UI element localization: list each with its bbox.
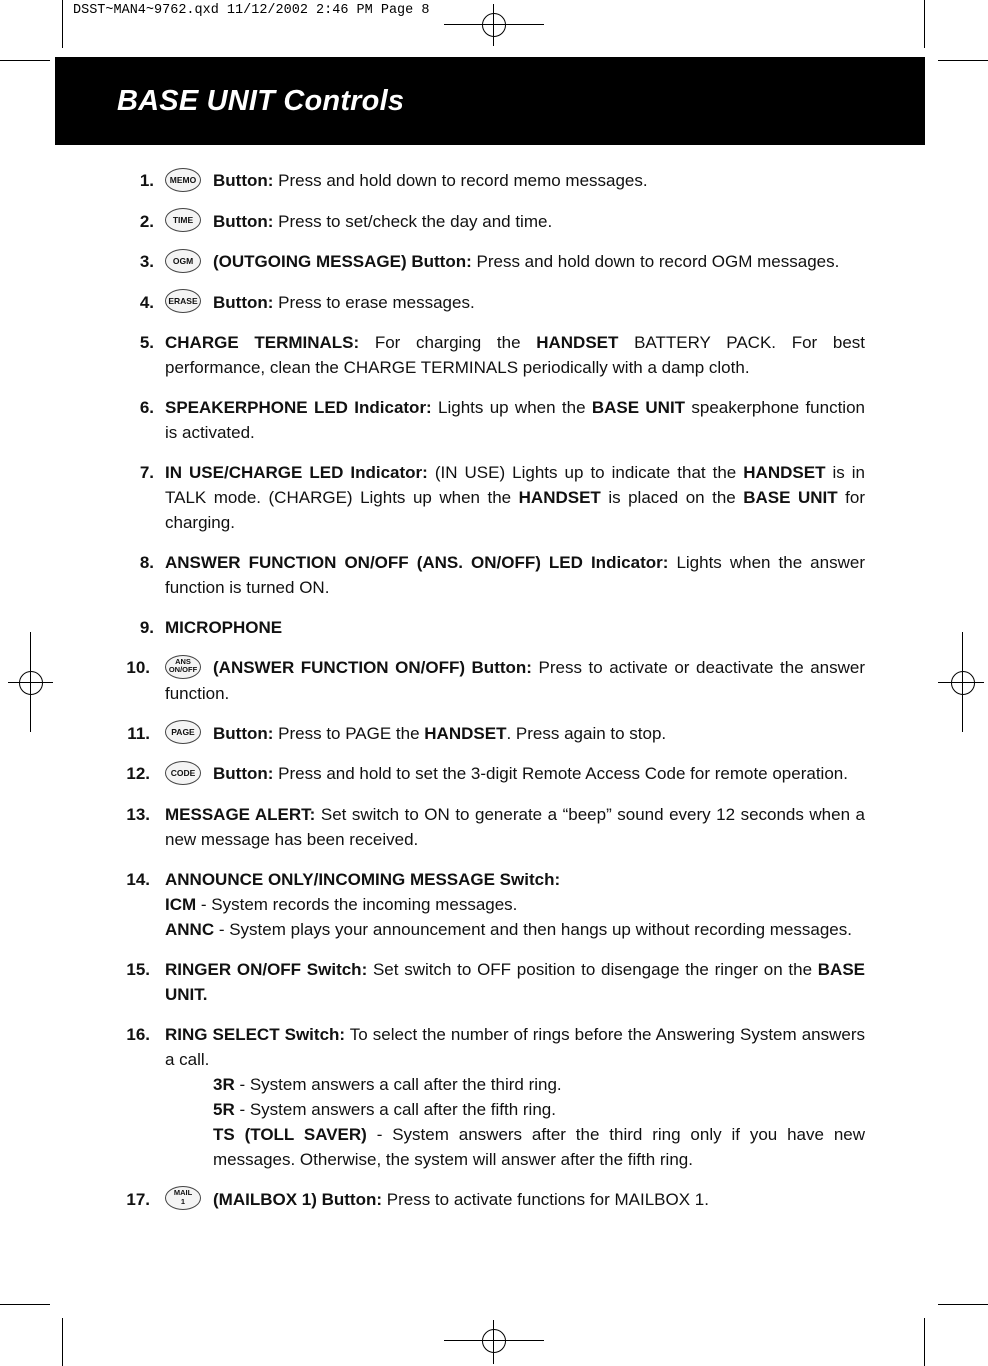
item-text: Press and hold down to record OGM messages.	[471, 252, 840, 272]
sub-item	[165, 1072, 865, 1097]
registration-circle	[482, 13, 506, 37]
crop-mark	[62, 1318, 63, 1366]
sub-item	[165, 892, 865, 917]
icon-label: ON/OFF	[168, 665, 198, 675]
ogm-button-icon: OGM	[165, 249, 201, 273]
sub-item-label: ANNC	[165, 919, 215, 939]
icon-label: 1	[180, 1196, 186, 1206]
item-label: Button:	[213, 292, 274, 312]
item-text: speakerphone function is activated.	[165, 398, 865, 443]
page-button-icon: PAGE	[165, 720, 201, 744]
sub-item-text: - System answers a call after the third ring.	[234, 1074, 562, 1094]
item-text: Press to activate or deactivate the answer function.	[165, 658, 866, 703]
item-number: 16.	[126, 1024, 150, 1044]
list-item	[120, 957, 865, 1007]
item-text: Set switch to OFF position to disengage the ringer on the	[367, 959, 818, 979]
item-number: 3.	[139, 252, 154, 272]
list-item	[120, 721, 865, 747]
list-item	[120, 460, 865, 535]
item-label: ANSWER FUNCTION ON/OFF (ANS. ON/OFF) LED Indicator:	[165, 553, 669, 573]
item-text: Press to PAGE the	[273, 723, 425, 743]
sub-item-text: - System records the incoming messages.	[196, 894, 518, 914]
item-number: 15.	[126, 959, 150, 979]
sub-item	[165, 917, 865, 942]
crop-mark	[62, 0, 63, 48]
crop-mark	[924, 1318, 925, 1366]
list-item	[120, 802, 865, 852]
item-number: 12.	[126, 764, 150, 784]
section-header	[55, 57, 925, 145]
item-text: Lights when the answer function is turned ON.	[165, 553, 865, 598]
item-number: 9.	[139, 618, 154, 638]
list-item	[120, 249, 865, 275]
item-label: ANNOUNCE ONLY/INCOMING MESSAGE Switch:	[165, 869, 561, 889]
list-item	[120, 867, 865, 942]
list-item	[120, 209, 865, 235]
item-label: Button:	[213, 211, 274, 231]
item-emphasis: BASE UNIT	[743, 488, 838, 508]
item-number: 4.	[139, 292, 154, 312]
item-text: Press and hold down to record memo messages.	[273, 171, 648, 190]
crop-mark	[0, 60, 50, 61]
sub-item-label: 5R	[213, 1099, 235, 1119]
item-label: Button:	[213, 171, 274, 190]
item-text: for charging.	[165, 488, 865, 533]
item-label: Button:	[213, 764, 274, 784]
page-title: BASE UNIT Controls	[117, 85, 405, 117]
item-text: To select the number of rings before the Answering System answers a call.	[165, 1024, 865, 1069]
item-label: IN USE/CHARGE LED Indicator:	[165, 463, 428, 483]
item-number: 5.	[139, 333, 154, 353]
list-item	[120, 655, 865, 706]
list-item	[120, 330, 865, 380]
list-item	[120, 1022, 865, 1172]
sub-item-text: - System answers after the third ring only if you have new messages. Otherwise, the system will answer after the fifth ring.	[213, 1124, 866, 1169]
ans-on-off-button-icon	[165, 655, 201, 679]
item-emphasis: HANDSET	[424, 723, 507, 743]
item-number: 8.	[139, 553, 154, 573]
crop-mark	[938, 1304, 988, 1305]
item-number: 2.	[139, 211, 154, 231]
crop-mark	[0, 1304, 50, 1305]
erase-button-icon: ERASE	[165, 289, 201, 313]
item-emphasis: HANDSET	[536, 333, 619, 353]
item-text: is in TALK mode. (CHARGE) Lights up when the	[165, 463, 865, 508]
list-item	[120, 395, 865, 445]
item-number: 11.	[127, 723, 150, 743]
item-text: Press to set/check the day and time.	[273, 211, 553, 231]
list-item	[120, 290, 865, 316]
list-item	[120, 761, 865, 787]
item-number: 10.	[126, 658, 150, 678]
file-slug: DSST~MAN4~9762.qxd 11/12/2002 2:46 PM Page 8	[70, 3, 432, 18]
list-item	[120, 1187, 865, 1213]
item-label: RINGER ON/OFF Switch:	[165, 959, 368, 979]
item-text: Lights up when the	[431, 398, 592, 418]
sub-item-label: TS (TOLL SAVER)	[213, 1124, 367, 1144]
item-emphasis: BASE UNIT	[591, 398, 686, 418]
item-text: is placed on the	[600, 488, 744, 508]
icon-label: ANS	[175, 656, 191, 666]
registration-circle	[951, 671, 975, 695]
controls-list	[120, 168, 865, 1227]
list-item	[120, 168, 865, 194]
crop-mark	[924, 0, 925, 48]
item-number: 14.	[126, 869, 150, 889]
memo-button-icon: MEMO	[165, 168, 201, 192]
item-text: Set switch to ON to generate a “beep” sound every 12 seconds when a new message has been received.	[165, 804, 866, 849]
item-text: . Press again to stop.	[506, 723, 667, 743]
item-number: 13.	[126, 804, 150, 824]
registration-circle	[19, 671, 43, 695]
registration-circle	[482, 1329, 506, 1353]
item-text: Press to erase messages.	[273, 292, 475, 312]
item-label: (OUTGOING MESSAGE) Button:	[213, 252, 472, 272]
item-label: MESSAGE ALERT:	[165, 804, 316, 824]
list-item	[120, 615, 865, 640]
sub-item-label: ICM	[165, 894, 197, 914]
item-number: 7.	[139, 463, 154, 483]
item-text: Press to activate functions for MAILBOX 1.	[382, 1189, 709, 1209]
sub-item-label: 3R	[213, 1074, 235, 1094]
item-label: RING SELECT Switch:	[165, 1024, 346, 1044]
item-number: 17.	[126, 1189, 150, 1209]
item-number: 6.	[139, 398, 154, 418]
crop-mark	[938, 60, 988, 61]
item-label: SPEAKERPHONE LED Indicator:	[165, 398, 432, 418]
item-label: (ANSWER FUNCTION ON/OFF) Button:	[213, 658, 532, 678]
time-button-icon: TIME	[165, 208, 201, 232]
item-label: Button:	[213, 723, 274, 743]
item-label: CHARGE TERMINALS:	[165, 333, 360, 353]
code-button-icon: CODE	[165, 761, 201, 785]
sub-item-text: - System answers a call after the fifth ring.	[234, 1099, 556, 1119]
item-label: (MAILBOX 1) Button:	[213, 1189, 383, 1209]
item-text: BATTERY PACK. For best performance, clean the CHARGE TERMINALS periodically with a damp cloth.	[165, 333, 865, 378]
item-text: For charging the	[359, 333, 537, 353]
item-number: 1.	[139, 171, 154, 190]
mailbox-1-button-icon	[165, 1186, 201, 1210]
item-emphasis: HANDSET	[518, 488, 601, 508]
sub-item-text: - System plays your announcement and then hangs up without recording messages.	[214, 919, 852, 939]
item-emphasis: BASE UNIT.	[165, 959, 865, 1004]
item-text: Press and hold to set the 3-digit Remote Access Code for remote operation.	[273, 764, 848, 784]
list-item	[120, 550, 865, 600]
icon-label: MAIL	[173, 1188, 193, 1198]
sub-item	[165, 1097, 865, 1122]
item-text: (IN USE) Lights up to indicate that the	[427, 463, 744, 483]
sub-item	[165, 1122, 865, 1172]
item-emphasis: HANDSET	[743, 463, 826, 483]
item-label: MICROPHONE	[165, 618, 283, 638]
